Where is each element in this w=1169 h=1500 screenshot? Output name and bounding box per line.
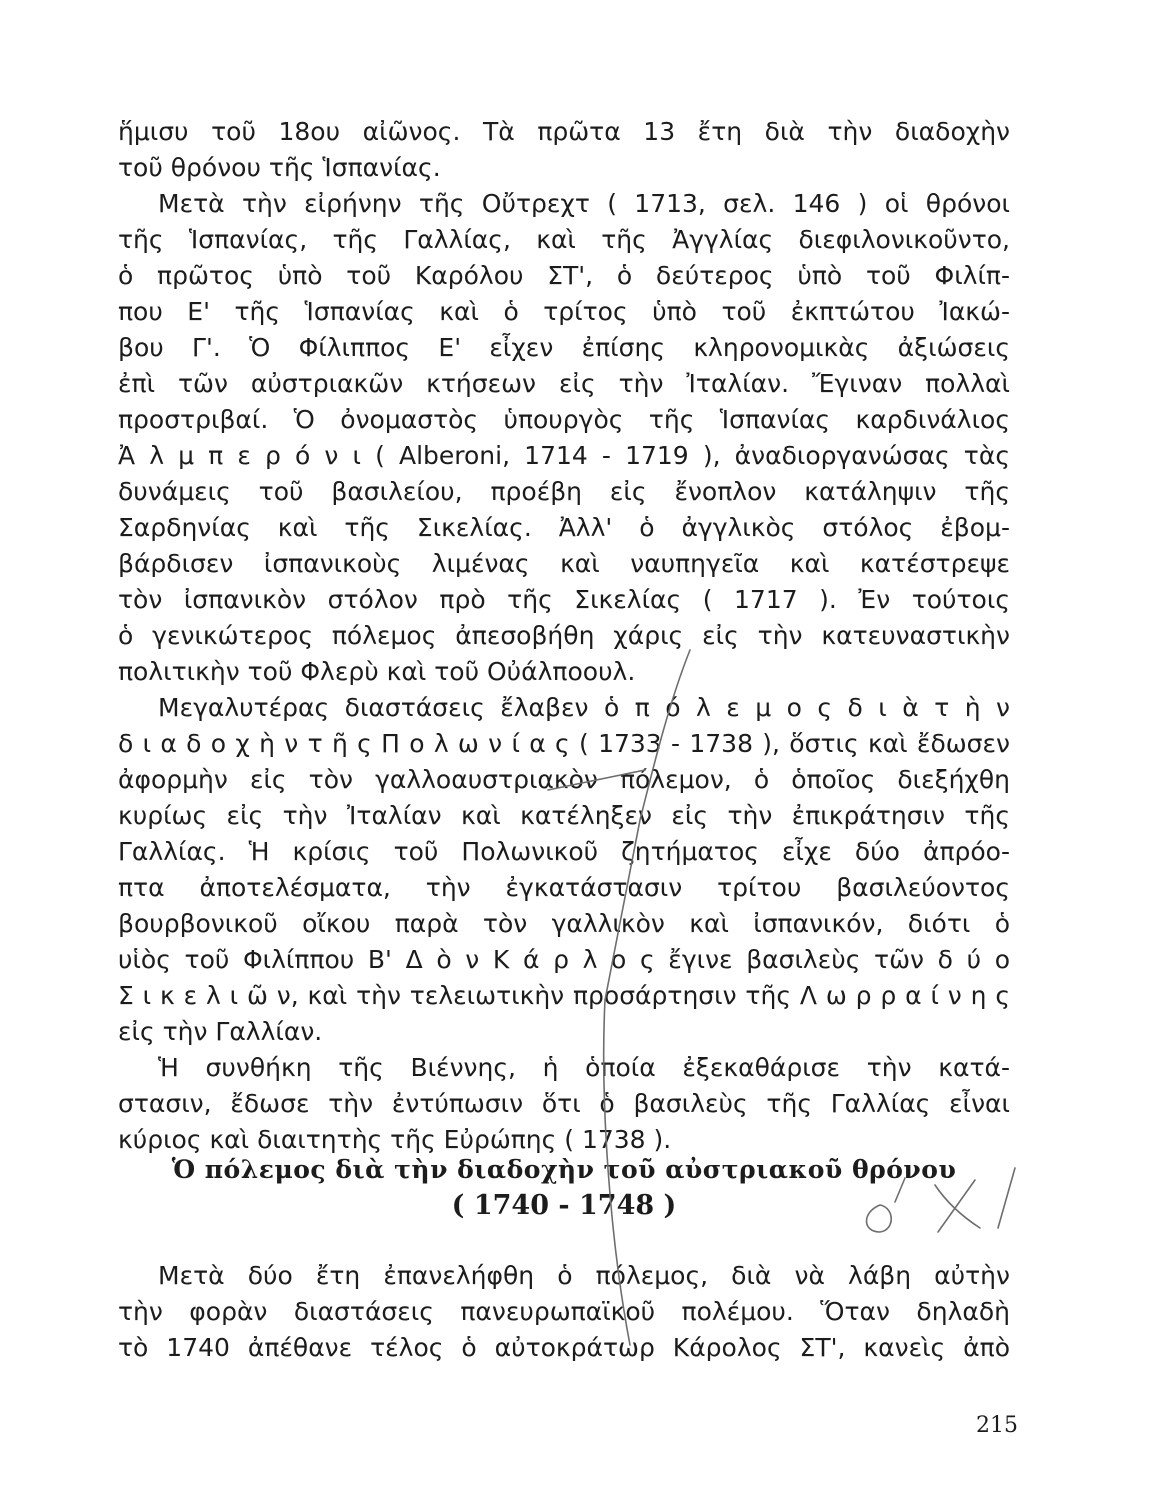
- text-line: εἰς τὴν Γαλλίαν.: [118, 1017, 323, 1046]
- text-line: τὴν φορὰν διαστάσεις πανευρωπαϊκοῦ πολέμου. Ὅταν δηλαδὴ: [118, 1297, 1010, 1326]
- section-heading-dates: ( 1740 - 1748 ): [451, 1190, 677, 1221]
- text-line: ὁ πρῶτος ὑπὸ τοῦ Καρόλου ΣΤ', ὁ δεύτερος ὑπὸ τοῦ Φιλίπ-: [118, 261, 1010, 290]
- text-line: βουρβονικοῦ οἴκου παρὰ τὸν γαλλικὸν καὶ ἰσπανικόν, διότι ὁ: [118, 909, 1010, 938]
- text-line: τοῦ θρόνου τῆς Ἱσπανίας.: [118, 153, 441, 182]
- text-line: κυρίως εἰς τὴν Ἰταλίαν καὶ κατέληξεν εἰς τὴν ἐπικράτησιν τῆς: [118, 801, 1010, 830]
- text-line: δ ι α δ ο χ ὴ ν τ ῆ ς Π ο λ ω ν ί α ς ( 1733 - 1738 ), ὅστις καὶ ἔδωσεν: [118, 729, 1010, 758]
- text-line: που Ε' τῆς Ἱσπανίας καὶ ὁ τρίτος ὑπὸ τοῦ ἐκπτώτου Ἰακώ-: [118, 297, 1010, 326]
- body-text-block-1: [118, 114, 1010, 1158]
- text-line: Μεγαλυτέρας διαστάσεις ἔλαβεν ὁ π ό λ ε μ ο ς δ ι ὰ τ ὴ ν: [158, 693, 1010, 722]
- page-number: 215: [976, 1413, 1018, 1438]
- text-line: τὸ 1740 ἀπέθανε τέλος ὁ αὐτοκράτωρ Κάρολος ΣΤ', κανεὶς ἀπὸ: [118, 1333, 1010, 1362]
- body-text-block-2: [118, 1258, 1010, 1366]
- text-line: Σαρδηνίας καὶ τῆς Σικελίας. Ἀλλ' ὁ ἀγγλικὸς στόλος ἐβομ-: [118, 513, 1010, 542]
- text-line: ἐπὶ τῶν αὐστριακῶν κτήσεων εἰς τὴν Ἰταλίαν. Ἔγιναν πολλαὶ: [118, 369, 1010, 398]
- text-line: βου Γ'. Ὁ Φίλιππος Ε' εἶχεν ἐπίσης κληρονομικὰς ἀξιώσεις: [118, 333, 1010, 362]
- section-heading-title: Ὁ πόλεμος διὰ τὴν διαδοχὴν τοῦ αὐστριακοῦ θρόνου: [171, 1155, 957, 1184]
- text-line: ὁ γενικώτερος πόλεμος ἀπεσοβήθη χάρις εἰς τὴν κατευναστικὴν: [118, 621, 1010, 650]
- text-line: πολιτικὴν τοῦ Φλερὺ καὶ τοῦ Οὐάλποουλ.: [118, 657, 636, 686]
- text-line: κύριος καὶ διαιτητὴς τῆς Εὐρώπης ( 1738 ).: [118, 1125, 672, 1154]
- text-line: ἥμισυ τοῦ 18ου αἰῶνος. Τὰ πρῶτα 13 ἔτη διὰ τὴν διαδοχὴν: [118, 117, 1010, 146]
- text-line: ἀφορμὴν εἰς τὸν γαλλοαυστριακὸν πόλεμον, ὁ ὁποῖος διεξήχθη: [118, 765, 1010, 794]
- text-line: βάρδισεν ἰσπανικοὺς λιμένας καὶ ναυπηγεῖα καὶ κατέστρεψε: [118, 549, 1010, 578]
- text-line: Σ ι κ ε λ ι ῶ ν, καὶ τὴν τελειωτικὴν προσάρτησιν τῆς Λ ω ρ ρ α ί ν η ς: [118, 981, 1010, 1010]
- text-line: στασιν, ἔδωσε τὴν ἐντύπωσιν ὅτι ὁ βασιλεὺς τῆς Γαλλίας εἶναι: [118, 1089, 1010, 1118]
- text-line: Ἡ συνθήκη τῆς Βιέννης, ἡ ὁποία ἐξεκαθάρισε τὴν κατά-: [158, 1053, 1010, 1082]
- text-line: τὸν ἰσπανικὸν στόλον πρὸ τῆς Σικελίας ( 1717 ). Ἐν τούτοις: [118, 585, 1010, 614]
- text-line: Ἀ λ μ π ε ρ ό ν ι ( Alberoni, 1714 - 1719 ), ἀναδιοργανώσας τὰς: [118, 441, 1010, 470]
- text-line: δυνάμεις τοῦ βασιλείου, προέβη εἰς ἔνοπλον κατάληψιν τῆς: [118, 477, 1010, 506]
- text-line: προστριβαί. Ὁ ὀνομαστὸς ὑπουργὸς τῆς Ἱσπανίας καρδινάλιος: [118, 405, 1010, 434]
- section-heading: [118, 1152, 1010, 1224]
- text-line: Μετὰ τὴν εἰρήνην τῆς Οὔτρεχτ ( 1713, σελ. 146 ) οἱ θρόνοι: [158, 189, 1010, 218]
- text-line: Μετὰ δύο ἔτη ἐπανελήφθη ὁ πόλεμος, διὰ νὰ λάβη αὐτὴν: [158, 1261, 1010, 1290]
- text-line: υἱὸς τοῦ Φιλίππου Β' Δ ὸ ν Κ ά ρ λ ο ς ἔγινε βασιλεὺς τῶν δ ύ ο: [118, 945, 1010, 974]
- text-line: πτα ἀποτελέσματα, τὴν ἐγκατάστασιν τρίτου βασιλεύοντος: [118, 873, 1010, 902]
- text-line: τῆς Ἱσπανίας, τῆς Γαλλίας, καὶ τῆς Ἀγγλίας διεφιλονικοῦντο,: [118, 225, 1010, 254]
- text-line: Γαλλίας. Ἡ κρίσις τοῦ Πολωνικοῦ ζητήματος εἶχε δύο ἀπρόο-: [118, 837, 1010, 866]
